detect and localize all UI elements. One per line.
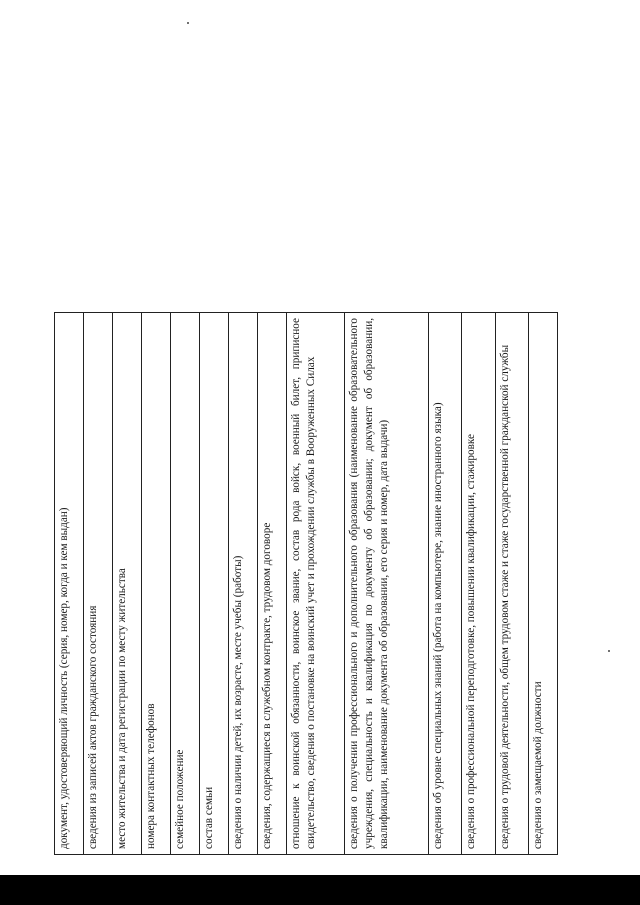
table-row (495, 313, 528, 855)
table-row (171, 313, 200, 855)
table-row (428, 313, 461, 855)
table-cell: номера контактных телефонов (142, 313, 171, 855)
table-cell: сведения о замещаемой должности (529, 313, 558, 855)
table-row (229, 313, 258, 855)
scan-border (0, 875, 640, 905)
table-row (200, 313, 229, 855)
table-cell: сведения о получении профессионального и дополнительного образования (наименование образовательного учреждения, специальность и квалификация по документу об образовании; документ об образовании, квалификации, наименование документа об образовании, его серия и номер, дата выдачи) (345, 313, 428, 855)
table-row (462, 313, 495, 855)
table-row (142, 313, 171, 855)
table-row (287, 313, 345, 855)
table-cell: семейное положение (171, 313, 200, 855)
scan-speck (187, 22, 189, 24)
personal-data-table-rotated (54, 312, 558, 855)
table-cell: сведения о наличии детей, их возрасте, месте учебы (работы) (229, 313, 258, 855)
table-row (529, 313, 558, 855)
table-cell: сведения о трудовой деятельности, общем трудовом стаже и стаже государственной гражданской службы (495, 313, 528, 855)
table-row (84, 313, 113, 855)
table-cell: состав семьи (200, 313, 229, 855)
table-row (55, 313, 84, 855)
table-cell: сведения о профессиональной переподготовке, повышении квалификации, стажировке (462, 313, 495, 855)
table-cell: сведения, содержащиеся в служебном контракте, трудовом договоре (258, 313, 287, 855)
scan-speck (608, 650, 610, 652)
table-cell: сведения из записей актов гражданского состояния (84, 313, 113, 855)
table-cell: сведения об уровне специальных знаний (работа на компьютере, знание иностранного языка) (428, 313, 461, 855)
table-cell: документ, удостоверяющий личность (серия, номер, когда и кем выдан) (55, 313, 84, 855)
table-cell: место жительства и дата регистрации по месту жительства (113, 313, 142, 855)
table-row (113, 313, 142, 855)
table-cell: отношение к воинской обязанности, воинское звание, состав рода войск, военный билет, приписное свидетельство, сведения о постановке на воинский учет и прохождении службы в Вооруженных Силах (287, 313, 345, 855)
personal-data-table (54, 312, 558, 855)
table-row (345, 313, 428, 855)
table-row (258, 313, 287, 855)
